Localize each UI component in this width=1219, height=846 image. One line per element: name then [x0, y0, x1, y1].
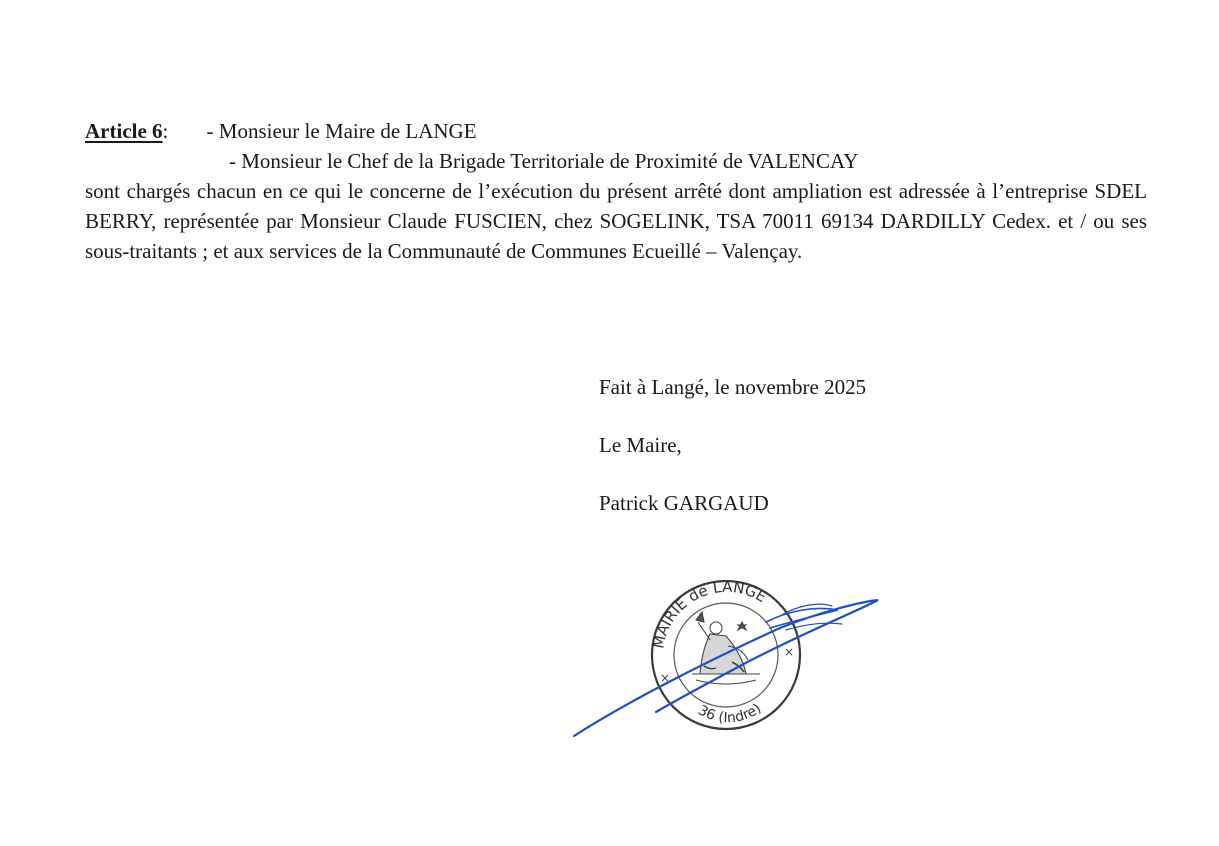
svg-text:36 (Indre): 36 (Indre) — [695, 700, 765, 727]
signatory-name: Patrick GARGAUD — [599, 491, 769, 515]
signatory-title: Le Maire, — [599, 433, 682, 457]
addressee-brigade: - Monsieur le Chef de la Brigade Territoriale de Proximité de VALENCAY — [229, 149, 859, 173]
article-6-block — [85, 116, 1147, 266]
article-colon: : — [162, 119, 169, 143]
svg-text:MAIRIE de LANGE: MAIRIE de LANGE — [649, 577, 770, 651]
svg-text:×: × — [784, 645, 795, 659]
article-heading: Article 6 — [85, 119, 163, 143]
addressee-mayor: - Monsieur le Maire de LANGE — [206, 119, 477, 143]
article-second-line — [85, 146, 1147, 176]
svg-text:×: × — [660, 671, 671, 685]
mairie-stamp-and-signature — [570, 570, 890, 750]
place-date: Fait à Langé, le novembre 2025 — [599, 375, 867, 399]
article-first-line — [85, 116, 1147, 146]
article-body-text: sont chargés chacun en ce qui le concerne de l’exécution du présent arrêté dont ampliation est adressée à l’entreprise SDEL BERRY, représentée par Monsieur Claude FUSCIEN, chez SOGELINK, TSA 70011 69134 DARDILLY Cedex. et / ou ses sous-traitants ; et aux services de la Communauté de Communes Ecueillé – Valençay. — [85, 179, 1147, 263]
